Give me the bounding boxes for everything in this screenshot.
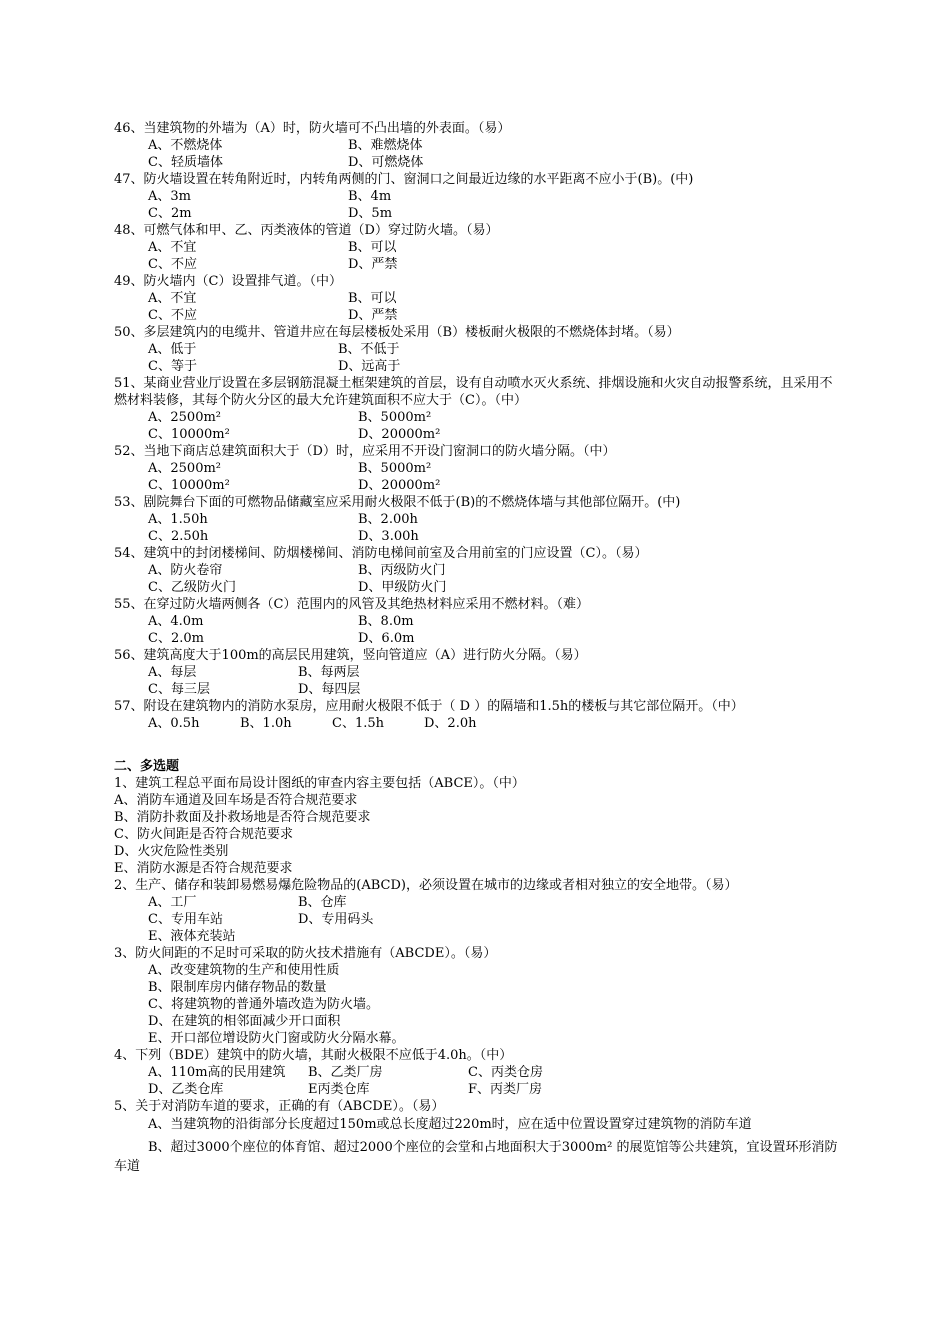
- option-b: B、每两层: [298, 665, 360, 680]
- option-d: D、2.0h: [424, 716, 477, 731]
- options-57: [114, 715, 844, 732]
- option-c: C、10000m²: [148, 478, 230, 493]
- options-46b: [114, 154, 844, 171]
- question-49: 49、防火墙内（C）设置排气道。（中）: [114, 274, 342, 289]
- option-b: B、丙级防火门: [358, 563, 446, 578]
- option-c: C、1.5h: [332, 716, 384, 731]
- options-56: [114, 664, 844, 681]
- question-52: 52、当地下商店总建筑面积大于（D）时，应采用不开设门窗洞口的防火墙分隔。（中）: [114, 444, 616, 459]
- m3-option-d: D、在建筑的相邻面减少开口面积: [148, 1014, 341, 1029]
- m1-option-b: B、消防扑救面及扑救场地是否符合规范要求: [114, 810, 371, 825]
- m3-option-e: E、开口部位增设防火门窗或防火分隔水幕。: [148, 1031, 405, 1046]
- option-c: C、不应: [148, 308, 197, 323]
- option-e: E丙类仓库: [308, 1082, 370, 1097]
- option-b: B、2.00h: [358, 512, 418, 527]
- m4-options-row1: [114, 1064, 844, 1081]
- option-d: D、每四层: [298, 682, 361, 697]
- option-c: C、乙级防火门: [148, 580, 236, 595]
- option-c: C、丙类仓房: [468, 1065, 543, 1080]
- option-a: A、3m: [148, 189, 191, 204]
- options-55: [114, 613, 844, 630]
- m1-option-d: D、火灾危险性类别: [114, 844, 229, 859]
- options-53: [114, 511, 844, 528]
- options-54: [114, 562, 844, 579]
- m2-options-row3: [114, 928, 844, 945]
- option-d: D、6.0m: [358, 631, 415, 646]
- options-52b: [114, 477, 844, 494]
- option-b: B、可以: [348, 240, 397, 255]
- option-a: A、1.50h: [148, 512, 208, 527]
- multi-question-4: 4、下列（BDE）建筑中的防火墙，其耐火极限不应低于4.0h。（中）: [114, 1048, 513, 1063]
- option-c: C、2m: [148, 206, 192, 221]
- options-51: [114, 409, 844, 426]
- option-e: E、液体充装站: [148, 929, 236, 944]
- option-b: B、难燃烧体: [348, 138, 423, 153]
- question-47: 47、防火墙设置在转角附近时，内转角两侧的门、窗洞口之间最近边缘的水平距离不应小于(B)。(中): [114, 172, 694, 187]
- question-50: 50、多层建筑内的电缆井、管道井应在每层楼板处采用（B）楼板耐火极限的不燃烧体封堵。（易）: [114, 325, 680, 340]
- option-b: B、仓库: [298, 895, 347, 910]
- option-a: A、110m高的民用建筑: [148, 1065, 286, 1080]
- m1-option-a: A、消防车通道及回车场是否符合规范要求: [114, 793, 358, 808]
- option-b: B、5000m²: [358, 461, 432, 476]
- m3-option-c: C、将建筑物的普通外墙改造为防火墙。: [148, 997, 379, 1012]
- options-49b: [114, 307, 844, 324]
- option-a: A、2500m²: [148, 461, 222, 476]
- option-c: C、等于: [148, 359, 197, 374]
- option-d: D、远高于: [338, 359, 401, 374]
- multi-question-3: 3、防火间距的不足时可采取的防火技术措施有（ABCDE）。（易）: [114, 946, 497, 961]
- option-d: D、严禁: [348, 308, 398, 323]
- option-d: D、甲级防火门: [358, 580, 447, 595]
- document-page: [114, 120, 844, 1176]
- option-a: A、工厂: [148, 895, 197, 910]
- option-a: A、防火卷帘: [148, 563, 223, 578]
- options-56b: [114, 681, 844, 698]
- options-48b: [114, 256, 844, 273]
- option-a: A、2500m²: [148, 410, 222, 425]
- m3-option-b: B、限制库房内储存物品的数量: [148, 980, 327, 995]
- m5-option-a: A、当建筑物的沿街部分长度超过150m或总长度超过220m时，应在适中位置设置穿过建筑物的消防车道: [148, 1117, 752, 1132]
- options-47: [114, 188, 844, 205]
- option-f: F、丙类厂房: [468, 1082, 543, 1097]
- m2-options-row2: [114, 911, 844, 928]
- option-d: D、20000m²: [358, 478, 441, 493]
- option-a: A、低于: [148, 342, 197, 357]
- option-b: B、5000m²: [358, 410, 432, 425]
- option-d: D、严禁: [348, 257, 398, 272]
- option-a: A、不宜: [148, 291, 197, 306]
- option-c: C、2.50h: [148, 529, 209, 544]
- options-51b: [114, 426, 844, 443]
- option-b: B、乙类厂房: [308, 1065, 383, 1080]
- options-46: [114, 137, 844, 154]
- option-a: A、4.0m: [148, 614, 204, 629]
- question-56: 56、建筑高度大于100m的高层民用建筑，竖向管道应（A）进行防火分隔。（易）: [114, 648, 587, 663]
- option-a: A、每层: [148, 665, 197, 680]
- question-53: 53、剧院舞台下面的可燃物品储藏室应采用耐火极限不低于(B)的不燃烧体墙与其他部位隔开。(中): [114, 495, 681, 510]
- option-b: B、不低于: [338, 342, 400, 357]
- option-d: D、20000m²: [358, 427, 441, 442]
- question-51: 51、某商业营业厅设置在多层钢筋混凝土框架建筑的首层，设有自动喷水灭火系统、排烟设施和火灾自动报警系统，且采用不燃材料装修，其每个防火分区的最大允许建筑面积不应大于（C）。（中）: [114, 376, 833, 408]
- option-d: D、专用码头: [298, 912, 374, 927]
- option-a: A、0.5h: [148, 716, 200, 731]
- multi-question-2: 2、生产、储存和装卸易燃易爆危险物品的(ABCD)，必须设置在城市的边缘或者相对独立的安全地带。（易）: [114, 878, 738, 893]
- question-46: 46、当建筑物的外墙为（A）时，防火墙可不凸出墙的外表面。（易）: [114, 121, 511, 136]
- options-48: [114, 239, 844, 256]
- options-50: [114, 341, 844, 358]
- options-55b: [114, 630, 844, 647]
- option-b: B、可以: [348, 291, 397, 306]
- m5-option-b: B、超过3000个座位的体育馆、超过2000个座位的会堂和占地面积大于3000m² 的展览馆等公共建筑，宜设置环形消防车道: [114, 1140, 838, 1174]
- m1-option-c: C、防火间距是否符合规范要求: [114, 827, 293, 842]
- options-49: [114, 290, 844, 307]
- option-c: C、10000m²: [148, 427, 230, 442]
- m3-option-a: A、改变建筑物的生产和使用性质: [148, 963, 340, 978]
- spacer: [114, 732, 844, 758]
- question-55: 55、在穿过防火墙两侧各（C）范围内的风管及其绝热材料应采用不燃材料。（难）: [114, 597, 589, 612]
- m1-option-e: E、消防水源是否符合规范要求: [114, 861, 293, 876]
- option-a: A、不宜: [148, 240, 197, 255]
- option-b: B、1.0h: [240, 716, 292, 731]
- option-c: C、每三层: [148, 682, 210, 697]
- options-52: [114, 460, 844, 477]
- option-c: C、专用车站: [148, 912, 223, 927]
- options-50b: [114, 358, 844, 375]
- option-c: C、不应: [148, 257, 197, 272]
- question-54: 54、建筑中的封闭楼梯间、防烟楼梯间、消防电梯间前室及合用前室的门应设置（C）。（易）: [114, 546, 648, 561]
- option-b: B、8.0m: [358, 614, 414, 629]
- option-a: A、不燃烧体: [148, 138, 223, 153]
- option-d: D、3.00h: [358, 529, 419, 544]
- option-c: C、轻质墙体: [148, 155, 223, 170]
- option-d: D、可燃烧体: [348, 155, 424, 170]
- options-54b: [114, 579, 844, 596]
- section-heading: 二、多选题: [114, 759, 180, 774]
- multi-question-5: 5、关于对消防车道的要求，正确的有（ABCDE）。（易）: [114, 1099, 445, 1114]
- m4-options-row2: [114, 1081, 844, 1098]
- options-53b: [114, 528, 844, 545]
- option-d: D、乙类仓库: [148, 1082, 224, 1097]
- option-b: B、4m: [348, 189, 392, 204]
- question-57: 57、附设在建筑物内的消防水泵房，应用耐火极限不低于（ D ）的隔墙和1.5h的楼板与其它部位隔开。（中）: [114, 699, 744, 714]
- options-47b: [114, 205, 844, 222]
- multi-question-1: 1、建筑工程总平面布局设计图纸的审查内容主要包括（ABCE）。（中）: [114, 776, 525, 791]
- option-d: D、5m: [348, 206, 393, 221]
- question-48: 48、可燃气体和甲、乙、丙类液体的管道（D）穿过防火墙。（易）: [114, 223, 499, 238]
- option-c: C、2.0m: [148, 631, 204, 646]
- m2-options-row1: [114, 894, 844, 911]
